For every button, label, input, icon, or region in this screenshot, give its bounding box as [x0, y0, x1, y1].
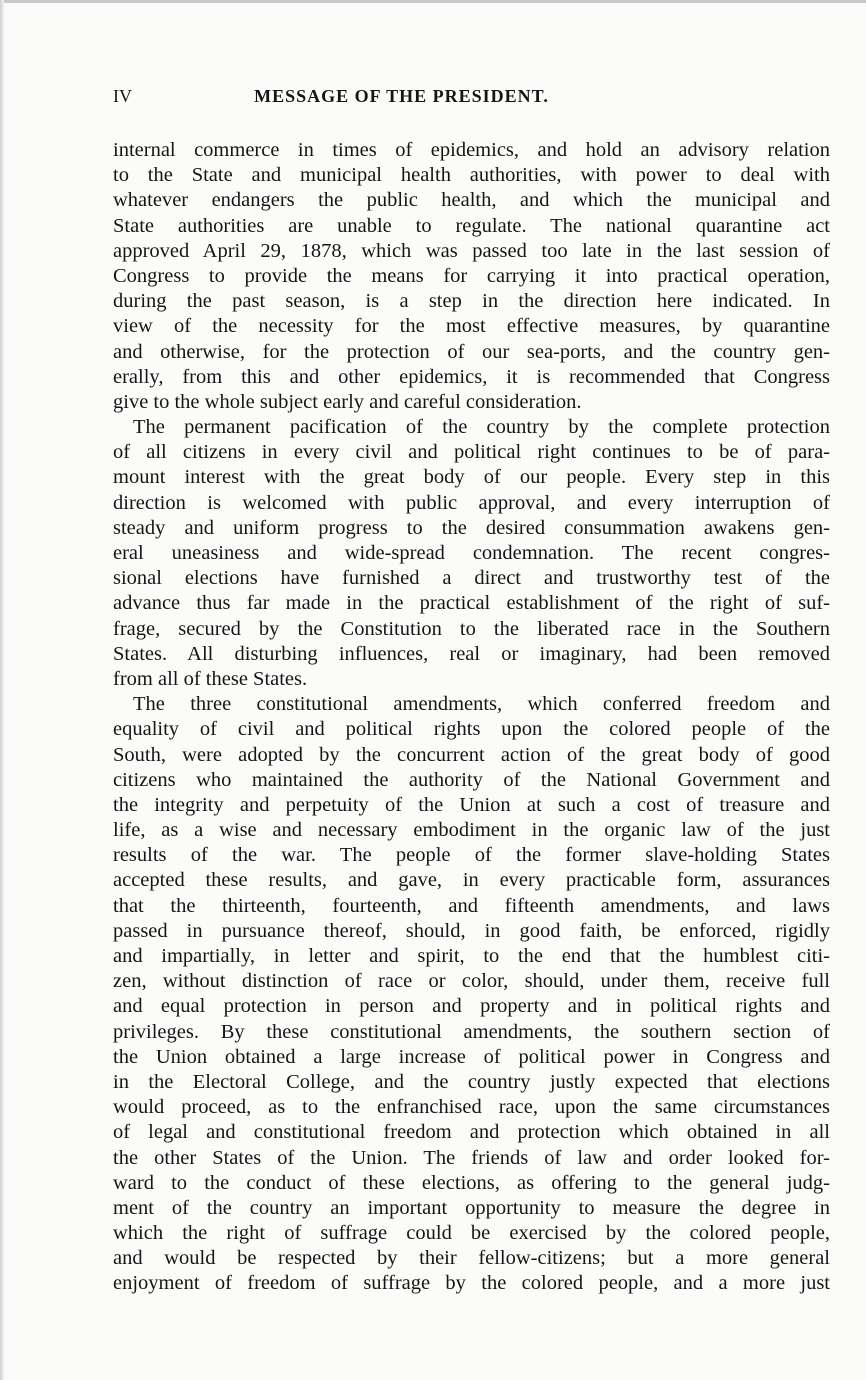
text-line: enjoyment of freedom of suffrage by the colored people, and a more just	[113, 1272, 830, 1295]
text-line: The three constitutional amendments, which conferred freedom and	[133, 693, 830, 716]
text-line: and equal protection in person and property and in political rights and	[113, 995, 830, 1018]
text-line: view of the necessity for the most effective measures, by quarantine	[113, 315, 830, 338]
text-line: give to the whole subject early and careful consideration.	[113, 390, 582, 413]
text-line: sional elections have furnished a direct and trustworthy test of the	[113, 567, 830, 590]
text-line: approved April 29, 1878, which was passed too late in the last session of	[113, 239, 830, 262]
paragraph	[113, 692, 830, 1297]
paragraph	[113, 415, 830, 692]
text-line: internal commerce in times of epidemics, and hold an advisory relation	[113, 139, 830, 161]
text-line: citizens who maintained the authority of the National Government and	[113, 768, 830, 791]
text-line: accepted these results, and gave, in every practicable form, assurances	[113, 869, 830, 892]
text-line: equality of civil and political rights upon the colored people of the	[113, 718, 830, 741]
text-line: life, as a wise and necessary embodiment in the organic law of the just	[113, 819, 830, 842]
text-line: from all of these States.	[113, 667, 308, 690]
text-line: Congress to provide the means for carrying it into practical operation,	[113, 264, 830, 287]
running-title: MESSAGE OF THE PRESIDENT.	[254, 86, 549, 106]
text-line: and impartially, in letter and spirit, to the end that the humblest citi-	[113, 945, 830, 967]
text-line: mount interest with the great body of our people. Every step in this	[113, 466, 830, 489]
text-line: of legal and constitutional freedom and protection which obtained in all	[113, 1121, 830, 1144]
text-line: passed in pursuance thereof, should, in good faith, be enforced, rigidly	[113, 919, 830, 942]
text-line: and otherwise, for the protection of our sea-ports, and the country gen-	[113, 340, 830, 363]
page-binding-edge	[0, 0, 4, 1380]
text-line: results of the war. The people of the former slave-holding States	[113, 844, 830, 867]
text-line: erally, from this and other epidemics, it is recommended that Congress	[113, 365, 830, 388]
text-line: The permanent pacification of the country by the complete protection	[133, 416, 830, 439]
text-line: in the Electoral College, and the country justly expected that elections	[113, 1070, 830, 1093]
text-line: the Union obtained a large increase of political power in Congress and	[113, 1045, 830, 1068]
text-line: which the right of suffrage could be exercised by the colored people,	[113, 1222, 830, 1245]
text-line: frage, secured by the Constitution to the liberated race in the Southern	[113, 617, 830, 640]
text-line: ment of the country an important opportunity to measure the degree in	[113, 1196, 830, 1219]
text-line: ward to the conduct of these elections, as offering to the general judg-	[113, 1171, 830, 1194]
text-line: of all citizens in every civil and political right continues to be of para-	[113, 441, 830, 464]
text-line: during the past season, is a step in the direction here indicated. In	[113, 290, 830, 313]
text-line: advance thus far made in the practical establishment of the right of suf-	[113, 592, 830, 615]
page-number: IV	[113, 86, 132, 106]
text-line: would proceed, as to the enfranchised race, upon the same circumstances	[113, 1096, 830, 1119]
text-line: direction is welcomed with public approval, and every interruption of	[113, 491, 830, 514]
text-line: privileges. By these constitutional amendments, the southern section of	[113, 1020, 830, 1043]
body-text	[113, 138, 830, 1297]
text-line: State authorities are unable to regulate. The national quarantine act	[113, 214, 830, 237]
text-line: whatever endangers the public health, and which the municipal and	[113, 189, 830, 212]
text-line: the integrity and perpetuity of the Union at such a cost of treasure and	[113, 793, 830, 816]
text-line: that the thirteenth, fourteenth, and fifteenth amendments, and laws	[113, 894, 830, 917]
text-line: steady and uniform progress to the desired consummation awakens gen-	[113, 516, 830, 539]
text-line: South, were adopted by the concurrent action of the great body of good	[113, 743, 830, 766]
text-line: and would be respected by their fellow-citizens; but a more general	[113, 1247, 830, 1270]
text-line: States. All disturbing influences, real or imaginary, had been removed	[113, 642, 830, 665]
paragraph	[113, 138, 830, 415]
text-line: to the State and municipal health authorities, with power to deal with	[113, 164, 830, 187]
running-header	[113, 86, 830, 112]
text-line: eral uneasiness and wide-spread condemnation. The recent congres-	[113, 542, 830, 564]
text-line: the other States of the Union. The friends of law and order looked for-	[113, 1146, 830, 1169]
page-top-edge	[0, 0, 866, 3]
text-line: zen, without distinction of race or color, should, under them, receive full	[113, 970, 830, 993]
